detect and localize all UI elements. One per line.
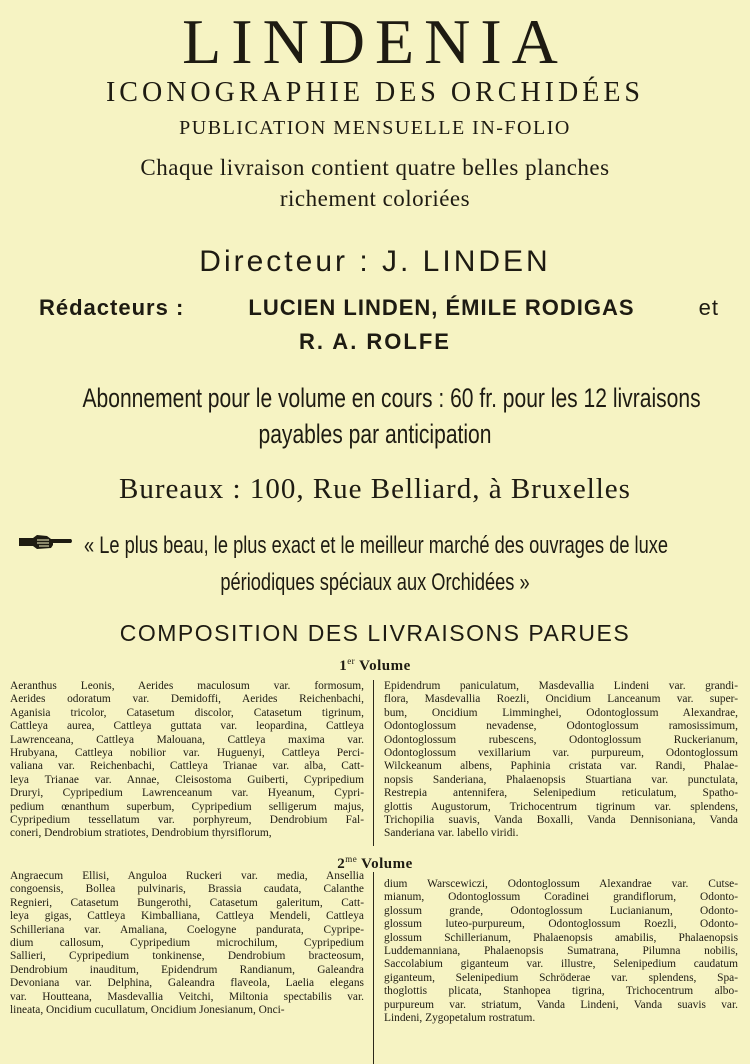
text-line: Restrepia antennifera, Selenipedium reticulatum, Spatho-	[384, 787, 738, 800]
text-line: Hrubyana, Cattleya nobilior var. Huguenyi, Cattleya Perci-	[10, 747, 364, 760]
text-line: valiana var. Reichenbachi, Cattleya Trianae var. alba, Catt-	[10, 760, 364, 773]
text-line: Devoniana var. Delphina, Galeandra flaveola, Laelia elegans	[10, 977, 364, 990]
text-line: glottis Augustorum, Trichocentrum tigrinum var. splendens,	[384, 800, 738, 813]
description-line-1: Chaque livraison contient quatre belles planches	[140, 155, 610, 180]
volume-2-left-column	[10, 870, 364, 1017]
text-line: congoensis, Bollea pulvinaris, Brassia caudata, Calanthe	[10, 883, 364, 896]
text-line: Angraecum Ellisi, Anguloa Ruckeri var. media, Ansellia	[10, 870, 364, 882]
text-line: giganteum, Selenipedium Schröderae var. splendens, Spa-	[384, 971, 738, 984]
editors-line-1	[39, 293, 719, 323]
editors-line-2: R. A. ROLFE	[299, 329, 451, 354]
text-line: Sanderiana var. labello viridi.	[384, 827, 519, 840]
text-line: Dendrobium inauditum, Epidendrum Randianum, Galeandra	[10, 963, 364, 976]
text-line: Cypripedium tessellatum var. porphyreum, Dendrobium Fal-	[10, 814, 364, 827]
text-line: Aganisia tricolor, Catasetum discolor, Catasetum tigrinum,	[10, 706, 364, 719]
volume-1-left-column	[10, 680, 364, 841]
text-line: mianum, Odontoglossum Coradinei grandiflorum, Odonto-	[384, 891, 738, 904]
volume-2-right-column	[384, 878, 738, 1025]
text-line: Wilckeanum albens, Paphinia cristata var. Randi, Phalae-	[384, 760, 738, 773]
text-line: Odontoglossum vexillarium var. purpureum, Odontoglossum	[384, 747, 738, 760]
text-line: Aeranthus Leonis, Aerides maculosum var. formosum,	[10, 680, 364, 692]
director-line: Directeur : J. LINDEN	[199, 245, 551, 278]
pointing-hand-icon	[17, 533, 73, 551]
page-title: LINDENIA	[182, 6, 568, 77]
text-line: thoglottis plicata, Stanhopea tigrina, Trichocentrum albo-	[384, 985, 738, 998]
text-line: Epidendrum paniculatum, Masdevallia Lindeni var. grandi-	[384, 680, 738, 692]
text-line: pedium œnanthum superbum, Cypripedium selligerum majus,	[10, 800, 364, 813]
text-line: flora, Masdevallia Roezli, Oncidium Lanceanum var. super-	[384, 693, 738, 706]
volume-number: 2	[337, 856, 346, 872]
quote-line-2: périodiques spéciaux aux Orchidées »	[220, 569, 530, 596]
text-line: leya Trianae var. Annae, Cleisostoma Guiberti, Cypripedium	[10, 773, 364, 786]
subscription-line-1: Abonnement pour le volume en cours : 60 fr. pour les 12 livraisons	[82, 383, 701, 413]
text-line: nopsis Sanderiana, Phalaenopsis Stuartiana var. punctulata,	[384, 773, 738, 786]
text-line: glossum grande, Odontoglossum Lucianianum, Odonto-	[384, 904, 738, 917]
text-line: Odontoglossum rubescens, Odontoglossum Ruckerianum,	[384, 733, 738, 746]
volume-superscript: er	[347, 656, 356, 666]
volume-superscript: me	[345, 854, 358, 864]
text-line: Sallieri, Cypripedium tonkinense, Dendrobium bracteosum,	[10, 950, 364, 963]
editors-conjunction: et	[698, 295, 719, 320]
text-line: purpureum var. striatum, Vanda Lindeni, Vanda suavis var.	[384, 998, 738, 1011]
text-line: Trichopilia suavis, Vanda Boxalli, Vanda Dennisoniana, Vanda	[384, 814, 738, 827]
text-line: Regnieri, Catasetum Bungerothi, Catasetum galeritum, Catt-	[10, 896, 364, 909]
text-line: var. Houtteana, Masdevallia Veitchi, Miltonia spectabilis var.	[10, 990, 364, 1003]
text-line: glossum luteo-purpureum, Odontoglossum Roezli, Odonto-	[384, 918, 738, 931]
description-line-2: richement coloriées	[279, 186, 471, 211]
text-line: bum, Oncidium Limminghei, Odontoglossum Alexandrae,	[384, 706, 738, 719]
volume-1-heading	[0, 652, 750, 675]
subtitle: ICONOGRAPHIE DES ORCHIDÉES	[105, 77, 644, 108]
text-line: dium callosum, Cypripedium microchilum, Cypripedium	[10, 937, 364, 950]
column-divider	[373, 680, 374, 846]
text-line: Saccolabium giganteum var. illustre, Selenipedium caudatum	[384, 958, 738, 971]
text-line: Druryi, Cypripedium Lawrenceanum var. Hyeanum, Cypri-	[10, 787, 364, 800]
text-line: leya gigas, Cattleya Kimballiana, Cattleya Mendeli, Cattleya	[10, 910, 364, 923]
volume-number: 1	[339, 658, 348, 674]
column-divider	[373, 872, 374, 1064]
text-line: Aerides odoratum var. Demidoffi, Aerides Reichenbachi,	[10, 693, 364, 706]
volume-label: Volume	[361, 856, 413, 872]
subscription-line-2: payables par anticipation	[258, 419, 492, 449]
text-line: lineata, Oncidium cucullatum, Oncidium Jonesianum, Onci-	[10, 1004, 285, 1017]
text-line: Lindeni, Zygopetalum rostratum.	[384, 1012, 536, 1025]
text-line: dium Warscewiczi, Odontoglossum Alexandrae var. Cutse-	[384, 878, 738, 890]
editors-label: Rédacteurs :	[39, 295, 185, 320]
quote-line-1: « Le plus beau, le plus exact et le meilleur marché des ouvrages de luxe	[84, 532, 669, 559]
composition-heading: COMPOSITION DES LIVRAISONS PARUES	[119, 620, 631, 646]
address-line: Bureaux : 100, Rue Belliard, à Bruxelles	[119, 473, 631, 505]
text-line: Schilleriana var. Amaliana, Coelogyne pandurata, Cypripe-	[10, 923, 364, 936]
publication-info: PUBLICATION MENSUELLE IN-FOLIO	[179, 117, 571, 139]
editors-names: LUCIEN LINDEN, ÉMILE RODIGAS	[248, 295, 635, 320]
text-line: Luddemanniana, Phalaenopsis Sumatrana, Pilumna nobilis,	[384, 945, 738, 958]
volume-1-right-column	[384, 680, 738, 841]
text-line: Odontoglossum nevadense, Odontoglossum ramosissimum,	[384, 720, 738, 733]
volume-label: Volume	[359, 658, 411, 674]
text-line: Lawrenceana, Cattleya Malouana, Cattleya maxima var.	[10, 733, 364, 746]
text-line: glossum Schillerianum, Phalaenopsis amabilis, Phalaenopsis	[384, 931, 738, 944]
text-line: Cattleya aurea, Cattleya guttata var. leopardina, Cattleya	[10, 720, 364, 733]
text-line: coneri, Dendrobium stratiotes, Dendrobium thyrsiflorum,	[10, 827, 272, 840]
